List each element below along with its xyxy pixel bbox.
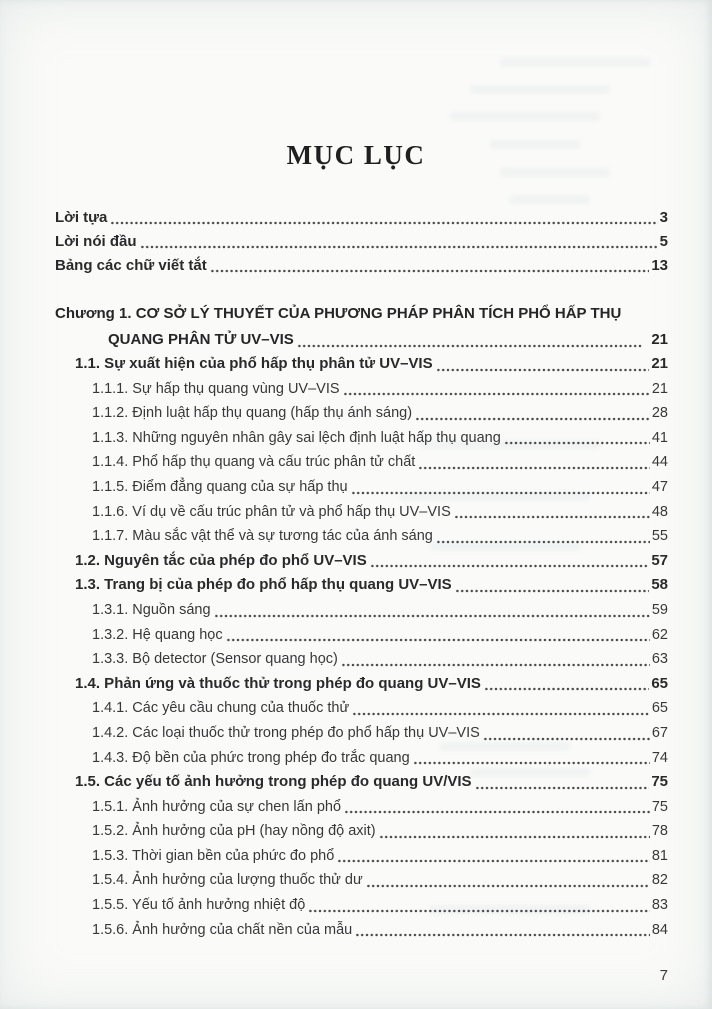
toc-entry-label: 1.4.1. Các yêu cầu chung của thuốc thử (92, 700, 350, 717)
toc-entry-page: 65 (651, 700, 668, 717)
toc-entry-page: 67 (651, 724, 668, 741)
chapter-heading-line1: Chương 1. CƠ SỞ LÝ THUYẾT CỦA PHƯƠNG PHÁP PHÂN TÍCH PHỔ HẤP THỤ (55, 305, 622, 322)
toc-entry (55, 672, 668, 697)
toc-entry (55, 893, 668, 918)
dot-leader (483, 737, 650, 741)
dot-leader (344, 810, 650, 814)
toc-entry (55, 770, 668, 795)
dot-leader (366, 884, 650, 888)
dot-leader (413, 761, 650, 765)
toc-entry-page: 63 (651, 651, 668, 668)
toc-entry-label: 1.3.3. Bộ detector (Sensor quang học) (92, 651, 338, 668)
toc-entry-label: 1.1.7. Màu sắc vật thể và sự tương tác của ánh sáng (92, 528, 433, 545)
toc-entry-label: Bảng các chữ viết tắt (55, 257, 207, 274)
toc-entries-list (55, 352, 668, 942)
toc-entry-page: 74 (651, 749, 668, 766)
toc-entry-page: 82 (651, 872, 668, 889)
dot-leader (341, 663, 650, 667)
toc-entry (55, 230, 668, 254)
toc-entry-page: 81 (651, 847, 668, 864)
toc-entry (55, 647, 668, 672)
toc-entry-label: Lời nói đầu (55, 233, 137, 250)
toc-entry (55, 746, 668, 771)
toc-entry (55, 721, 668, 746)
toc-entry (55, 696, 668, 721)
toc-entry-label: 1.5.2. Ảnh hưởng của pH (hay nồng độ axit) (92, 823, 376, 840)
toc-entry-page: 84 (651, 921, 668, 938)
toc-entry-label: 1.5.5. Yếu tố ảnh hưởng nhiệt độ (92, 897, 306, 914)
toc-entry-page: 59 (651, 601, 668, 618)
toc-entry (55, 844, 668, 869)
dot-leader (110, 221, 657, 225)
toc-entry (55, 795, 668, 820)
chapter-page: 21 (651, 331, 668, 348)
toc-entry (55, 352, 668, 377)
toc-entry-page: 44 (651, 454, 668, 471)
toc-entry-label: 1.5.6. Ảnh hưởng của chất nền của mẫu (92, 921, 353, 938)
dot-leader (379, 835, 650, 839)
chapter-heading (55, 301, 668, 353)
toc-entry-page: 3 (659, 209, 668, 226)
dot-leader (140, 245, 658, 249)
dot-leader (355, 933, 650, 937)
toc-entry-label: 1.5.3. Thời gian bền của phức đo phổ (92, 847, 335, 864)
front-matter-list (55, 206, 668, 278)
dot-leader (370, 564, 650, 568)
dot-leader (214, 614, 650, 618)
dot-leader (297, 344, 644, 348)
toc-entry-label: 1.4.3. Độ bền của phức trong phép đo trắc quang (92, 749, 410, 766)
dot-leader (475, 786, 650, 790)
toc-entry-label: 1.1.2. Định luật hấp thụ quang (hấp thụ ánh sáng) (92, 405, 413, 422)
toc-entry (55, 206, 668, 230)
toc-entry-label: 1.3. Trang bị của phép đo phổ hấp thụ quang UV–VIS (75, 576, 452, 594)
dot-leader (415, 417, 650, 421)
toc-entry (55, 475, 668, 500)
toc-entry-label: 1.5. Các yếu tố ảnh hưởng trong phép đo quang UV/VIS (75, 773, 472, 791)
toc-entry-page: 78 (651, 823, 668, 840)
toc-entry-page: 58 (651, 576, 668, 594)
chapter-heading-line2 (55, 327, 668, 353)
toc-entry-label: 1.1.6. Ví dụ về cấu trúc phân tử và phổ hấp thụ UV–VIS (92, 503, 451, 520)
toc-entry-page: 13 (651, 257, 668, 274)
dot-leader (351, 491, 650, 495)
dot-leader (337, 859, 650, 863)
toc-entry-label: 1.2. Nguyên tắc của phép đo phổ UV–VIS (75, 551, 367, 569)
toc-entry (55, 573, 668, 598)
toc-entry-label: 1.1.5. Điểm đẳng quang của sự hấp thụ (92, 478, 348, 495)
dot-leader (504, 441, 650, 445)
dot-leader (210, 269, 650, 273)
toc-entry (55, 623, 668, 648)
toc-entry-page: 47 (651, 478, 668, 495)
toc-entry-page: 57 (651, 551, 668, 569)
toc-entry-label: 1.4.2. Các loại thuốc thử trong phép đo phổ hấp thụ UV–VIS (92, 724, 480, 741)
chapter-heading-continuation: QUANG PHÂN TỬ UV–VIS (108, 331, 294, 348)
page-number: 7 (659, 967, 668, 984)
dot-leader (352, 712, 650, 716)
dot-leader (418, 466, 650, 470)
dot-leader (226, 638, 650, 642)
toc-entry (55, 426, 668, 451)
toc-entry (55, 524, 668, 549)
toc-entry (55, 918, 668, 943)
toc-entry-page: 41 (651, 429, 668, 446)
toc-entry-label: 1.5.1. Ảnh hưởng của sự chen lấn phổ (92, 798, 342, 815)
dot-leader (308, 909, 650, 913)
dot-leader (484, 687, 649, 691)
toc-entry-label: 1.5.4. Ảnh hưởng của lượng thuốc thử dư (92, 872, 363, 889)
toc-entry-label: Lời tựa (55, 209, 108, 226)
toc-entry (55, 549, 668, 574)
toc-entry (55, 868, 668, 893)
toc-entry (55, 598, 668, 623)
toc-entry-label: 1.1. Sự xuất hiện của phổ hấp thụ phân tử UV–VIS (75, 355, 433, 372)
toc-entry-label: 1.3.1. Nguồn sáng (92, 601, 211, 618)
dot-leader (436, 368, 650, 372)
dot-leader (343, 392, 650, 396)
toc-entry-page: 5 (659, 233, 668, 250)
toc-entry-label: 1.1.3. Những nguyên nhân gây sai lệch định luật hấp thụ quang (92, 429, 501, 446)
toc-entry-label: 1.3.2. Hệ quang học (92, 626, 223, 643)
toc-entry-page: 62 (651, 626, 668, 643)
toc-entry-page: 55 (651, 528, 668, 545)
dot-leader (436, 540, 650, 544)
page-title: MỤC LỤC (286, 140, 426, 171)
dot-leader (455, 589, 650, 593)
toc-entry-page: 65 (651, 674, 668, 692)
toc-entry (55, 377, 668, 402)
dot-leader (454, 515, 650, 519)
toc-entry (55, 401, 668, 426)
toc-entry (55, 819, 668, 844)
toc-entry-page: 83 (651, 897, 668, 914)
toc-entry (55, 450, 668, 475)
toc-entry-page: 28 (651, 405, 668, 422)
toc-entry-page: 75 (651, 773, 668, 791)
toc-entry-page: 21 (651, 380, 668, 397)
toc-entry (55, 500, 668, 525)
toc-entry-label: 1.4. Phản ứng và thuốc thử trong phép đo quang UV–VIS (75, 674, 481, 692)
toc-entry-page: 21 (651, 355, 668, 372)
toc-entry (55, 254, 668, 278)
toc-entry-label: 1.1.1. Sự hấp thụ quang vùng UV–VIS (92, 380, 340, 397)
toc-entry-page: 48 (651, 503, 668, 520)
toc-entry-label: 1.1.4. Phổ hấp thụ quang và cấu trúc phân tử chất (92, 454, 416, 471)
toc-entry-page: 75 (651, 798, 668, 815)
